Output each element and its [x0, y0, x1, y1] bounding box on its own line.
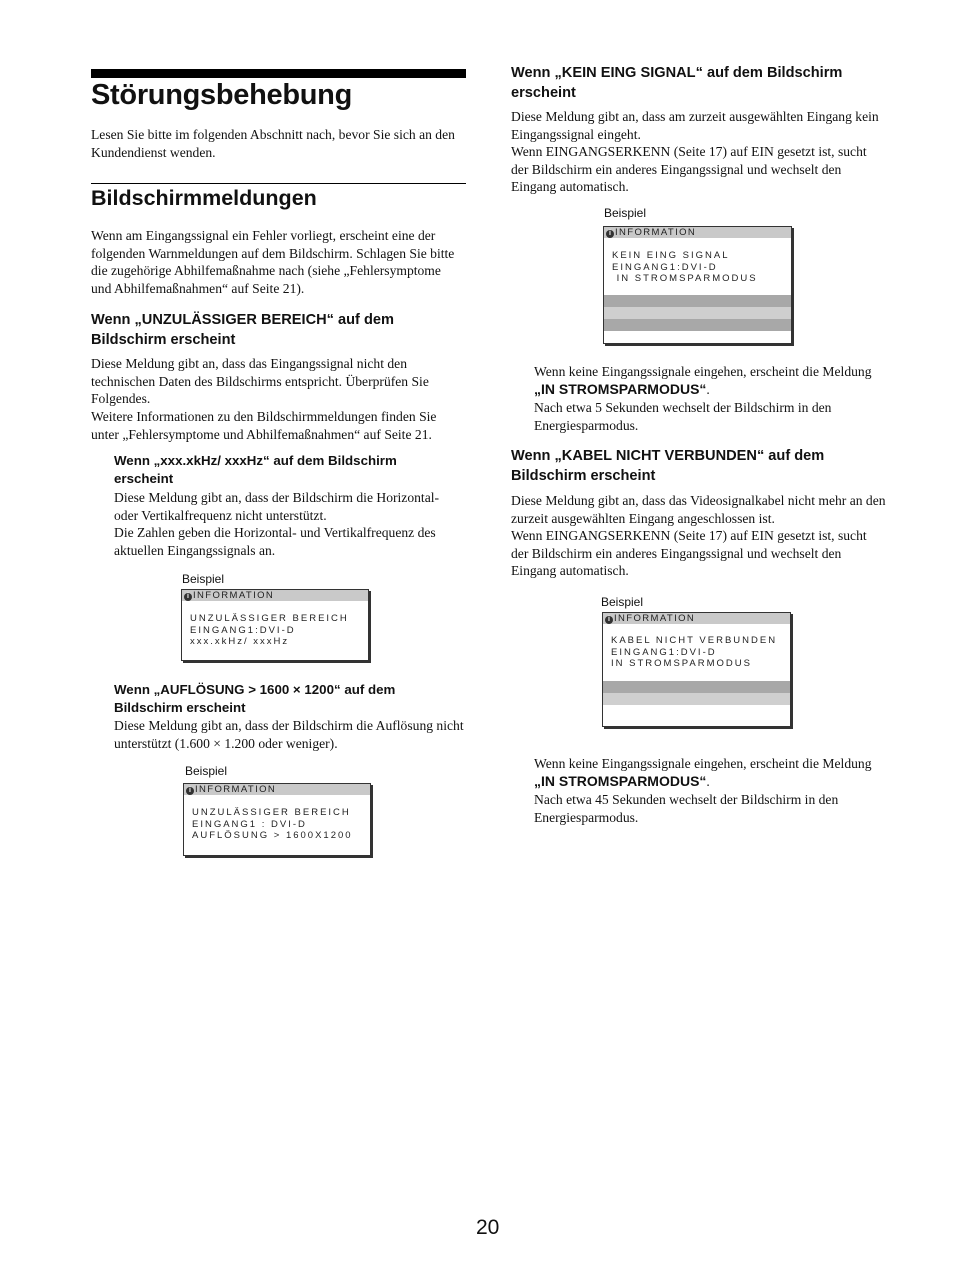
info-icon: i: [186, 787, 194, 795]
kein-signal-text2: Wenn EINGANGSERKENN (Seite 17) auf EIN gesetzt ist, sucht der Bildschirm ein anderes Eingangssignal und wechselt den Eingang automatisch.: [511, 144, 867, 195]
aufloesung-heading: Wenn „AUFLÖSUNG > 1600 × 1200“ auf dem Bildschirm erscheint: [114, 682, 396, 715]
osd-kabel-header-text: INFORMATION: [614, 613, 696, 624]
osd-aufloesung-header-text: INFORMATION: [195, 784, 277, 795]
osd-kabel-window: [602, 612, 791, 727]
section-text: Wenn am Eingangssignal ein Fehler vorliegt, erscheint eine der folgenden Warnmeldungen auf dem Bildschirm. Schlagen Sie bitte die zugehörige Abhilfemaßnahme nach (siehe „Fehlersymptome und Abhilfemaßnahmen“ auf Seite 21).: [91, 228, 455, 296]
title-bar-rule: [91, 69, 466, 78]
page-title: Störungsbehebung: [91, 79, 353, 111]
kein-signal-note2: Nach etwa 5 Sekunden wechselt der Bildschirm in den Energiesparmodus.: [534, 400, 832, 433]
kabel-note-mode: „IN STROMSPARMODUS“: [534, 772, 707, 789]
aufloesung-text: Diese Meldung gibt an, dass der Bildschirm die Auflösung nicht unterstützt (1.600 × 1.200 oder weniger).: [114, 718, 464, 751]
osd-kein-signal-header: [604, 227, 791, 238]
osd-freq-window: [181, 589, 369, 661]
unzulaessig-text2: Weitere Informationen zu den Bildschirmmeldungen finden Sie unter „Fehlersymptome und Abhilfemaßnahmen“ auf Seite 21.: [91, 409, 437, 442]
kein-signal-example-label: Beispiel: [604, 206, 647, 220]
osd-kabel-message: KABEL NICHT VERBUNDEN EINGANG1:DVI-D IN STROMSPARMODUS: [611, 635, 778, 669]
kabel-example-label: Beispiel: [601, 595, 644, 609]
page-number: 20: [476, 1216, 500, 1239]
aufloesung-example-label: Beispiel: [185, 764, 228, 778]
kein-signal-note-mode: „IN STROMSPARMODUS“: [534, 380, 707, 397]
unzulaessig-text1: Diese Meldung gibt an, dass das Eingangssignal nicht den technischen Daten des Bildschirms entspricht. Überprüfen Sie Folgendes.: [91, 356, 429, 407]
kabel-heading: Wenn „KABEL NICHT VERBUNDEN“ auf dem Bildschirm erscheint: [511, 448, 825, 484]
osd-band: [604, 307, 791, 319]
osd-aufloesung-window: [183, 783, 371, 856]
kein-signal-note: [534, 363, 874, 398]
kein-signal-note-text: Wenn keine Eingangssignale eingehen, erscheint die Meldung: [534, 364, 872, 379]
info-icon: i: [184, 593, 192, 601]
freq-text2: Die Zahlen geben die Horizontal- und Vertikalfrequenz des aktuellen Eingangssignals an.: [114, 525, 436, 558]
osd-kein-signal-message: KEIN EING SIGNAL EINGANG1:DVI-D IN STROMSPARMODUS: [612, 250, 758, 284]
kein-signal-text1: Diese Meldung gibt an, dass am zurzeit ausgewählten Eingang kein Eingangssignal eingeht.: [511, 109, 879, 142]
osd-band: [603, 705, 790, 717]
freq-text1: Diese Meldung gibt an, dass der Bildschirm die Horizontal- oder Vertikalfrequenz nicht unterstützt.: [114, 490, 440, 523]
osd-freq-header: [182, 590, 368, 601]
osd-band: [604, 319, 791, 331]
osd-band: [603, 681, 790, 693]
unzulaessig-heading: Wenn „UNZULÄSSIGER BEREICH“ auf dem Bildschirm erscheint: [91, 312, 394, 348]
kabel-note-text: Wenn keine Eingangssignale eingehen, erscheint die Meldung: [534, 756, 872, 771]
osd-band: [604, 295, 791, 307]
kabel-note-end: .: [706, 773, 710, 789]
osd-kabel-header: [603, 613, 790, 624]
osd-aufloesung-header: [184, 784, 370, 795]
osd-band: [603, 693, 790, 705]
kein-signal-note-end: .: [706, 381, 710, 397]
osd-freq-header-text: INFORMATION: [193, 590, 275, 601]
osd-aufloesung-message: UNZULÄSSIGER BEREICH EINGANG1 : DVI-D AUFLÖSUNG > 1600X1200: [192, 807, 353, 841]
osd-kein-signal-window: [603, 226, 792, 344]
intro-text: Lesen Sie bitte im folgenden Abschnitt nach, bevor Sie sich an den Kundendienst wenden.: [91, 127, 455, 160]
osd-freq-message: UNZULÄSSIGER BEREICH EINGANG1:DVI-D xxx.xkHz/ xxxHz: [190, 613, 349, 647]
kabel-note: [534, 755, 874, 790]
kabel-text1: Diese Meldung gibt an, dass das Videosignalkabel nicht mehr an den zurzeit ausgewählten Eingang angeschlossen ist.: [511, 493, 886, 526]
info-icon: i: [606, 230, 614, 238]
freq-heading: Wenn „xxx.xkHz/ xxxHz“ auf dem Bildschirm erscheint: [114, 453, 397, 486]
section-heading: Bildschirmmeldungen: [91, 186, 317, 210]
kabel-note2: Nach etwa 45 Sekunden wechselt der Bildschirm in den Energiesparmodus.: [534, 792, 839, 825]
kabel-text2: Wenn EINGANGSERKENN (Seite 17) auf EIN gesetzt ist, sucht der Bildschirm ein anderes Eingangssignal und wechselt den Eingang automatisch.: [511, 528, 867, 579]
kein-signal-heading: Wenn „KEIN EING SIGNAL“ auf dem Bildschirm erscheint: [511, 65, 843, 101]
section-rule: [91, 183, 466, 184]
info-icon: i: [605, 616, 613, 624]
osd-kein-signal-header-text: INFORMATION: [615, 227, 697, 238]
freq-example-label: Beispiel: [182, 572, 225, 586]
